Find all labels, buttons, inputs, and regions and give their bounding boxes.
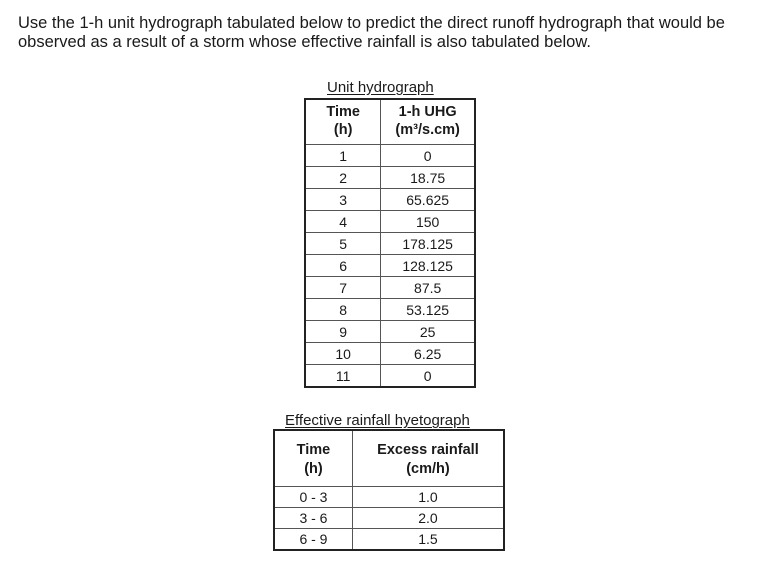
table-row (305, 321, 475, 343)
time-range-cell: 0 - 3 (274, 486, 352, 507)
rainfall-cell: 2.0 (352, 507, 504, 528)
header-line: (cm/h) (406, 461, 450, 477)
time-cell: 4 (305, 211, 381, 233)
table-row (305, 277, 475, 299)
time-cell: 8 (305, 299, 381, 321)
time-cell: 10 (305, 343, 381, 365)
uhg-cell: 53.125 (381, 299, 475, 321)
unit-hydrograph-table (304, 98, 476, 388)
table-row (305, 343, 475, 365)
time-cell: 9 (305, 321, 381, 343)
problem-statement: Use the 1-h unit hydrograph tabulated below to predict the direct runoff hydrograph that would be observed as a result of a storm whose effective rainfall is also tabulated below. (18, 14, 725, 51)
header-line: (h) (304, 461, 323, 477)
time-column-header (274, 430, 352, 486)
time-cell: 2 (305, 167, 381, 189)
time-cell: 7 (305, 277, 381, 299)
unit-hydrograph-caption: Unit hydrograph (327, 79, 434, 96)
time-cell: 6 (305, 255, 381, 277)
hyetograph-caption: Effective rainfall hyetograph (285, 412, 470, 429)
table-header-row (305, 99, 475, 145)
table-row (305, 189, 475, 211)
table-row (305, 299, 475, 321)
table-row (274, 486, 504, 507)
uhg-cell: 25 (381, 321, 475, 343)
table-row (305, 211, 475, 233)
header-line: 1-h UHG (398, 104, 457, 120)
time-range-cell: 3 - 6 (274, 507, 352, 528)
table-header-row (274, 430, 504, 486)
header-line: Time (326, 104, 360, 120)
uhg-column-header (381, 99, 475, 145)
table-row (305, 233, 475, 255)
table-row (305, 145, 475, 167)
uhg-cell: 87.5 (381, 277, 475, 299)
table-row (274, 507, 504, 528)
hyetograph-table (273, 429, 505, 551)
header-line: (m³/s.cm) (395, 122, 460, 138)
uhg-cell: 0 (381, 145, 475, 167)
uhg-cell: 178.125 (381, 233, 475, 255)
time-range-cell: 6 - 9 (274, 528, 352, 550)
time-cell: 1 (305, 145, 381, 167)
header-line: (h) (333, 122, 353, 138)
uhg-cell: 18.75 (381, 167, 475, 189)
table-row (305, 255, 475, 277)
uhg-cell: 65.625 (381, 189, 475, 211)
table-row (305, 365, 475, 388)
excess-rainfall-column-header (352, 430, 504, 486)
uhg-cell: 0 (381, 365, 475, 388)
time-cell: 5 (305, 233, 381, 255)
header-line: Time (296, 442, 331, 458)
uhg-cell: 6.25 (381, 343, 475, 365)
rainfall-cell: 1.5 (352, 528, 504, 550)
time-cell: 3 (305, 189, 381, 211)
time-cell: 11 (305, 365, 381, 388)
uhg-cell: 128.125 (381, 255, 475, 277)
table-row (305, 167, 475, 189)
uhg-cell: 150 (381, 211, 475, 233)
header-line: Excess rainfall (377, 442, 479, 458)
rainfall-cell: 1.0 (352, 486, 504, 507)
time-column-header (305, 99, 381, 145)
table-row (274, 528, 504, 550)
